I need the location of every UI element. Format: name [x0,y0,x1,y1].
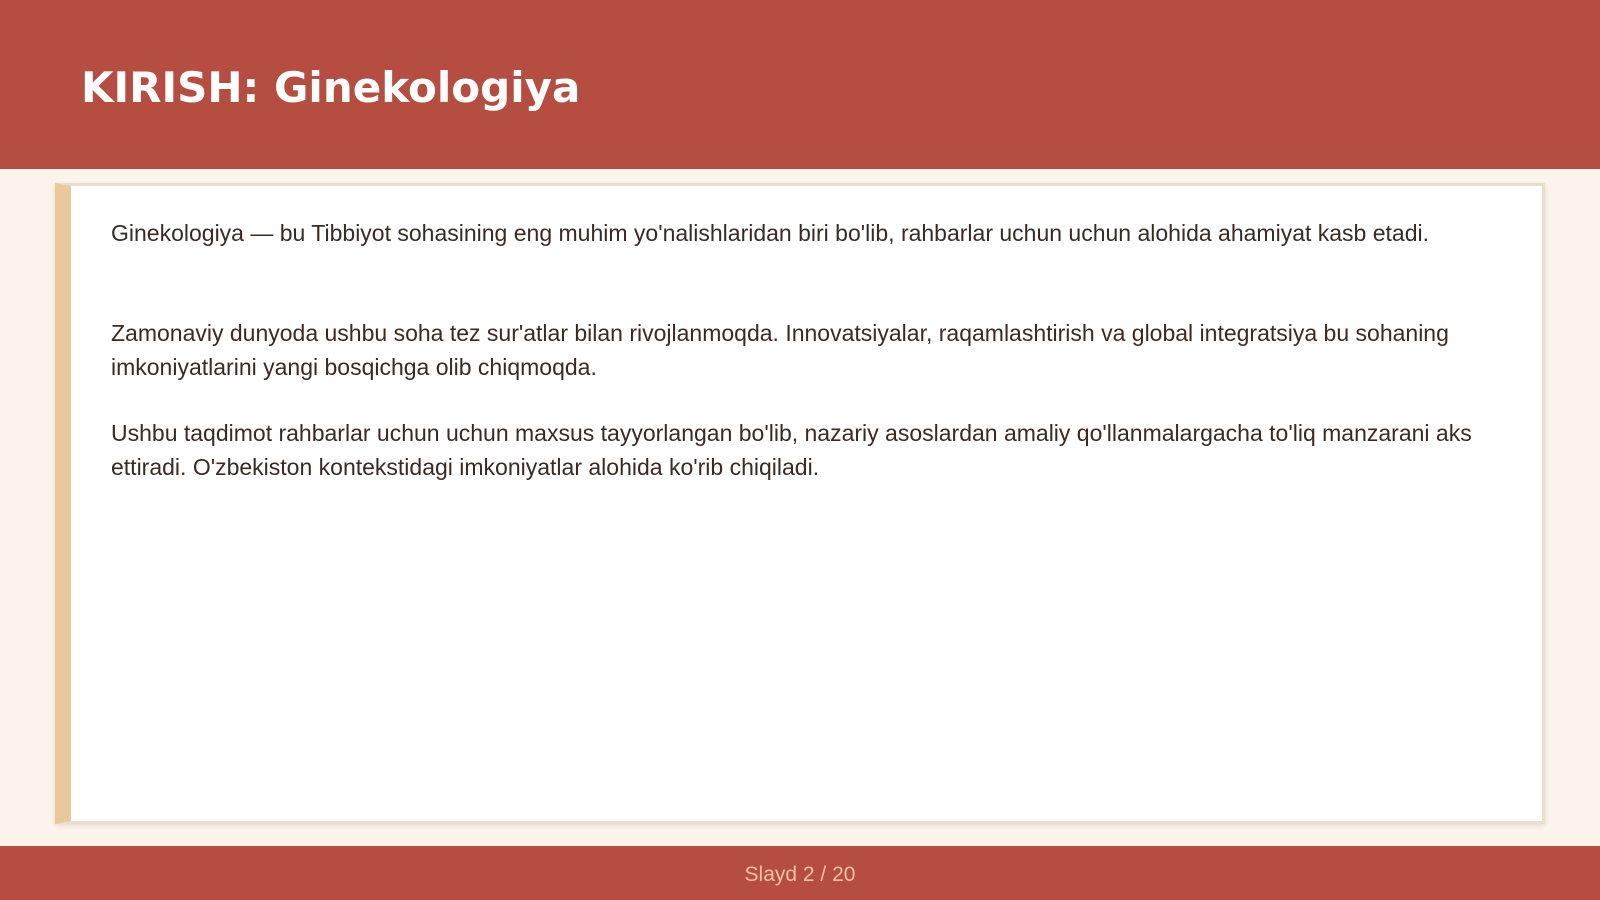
content-card [55,183,1545,824]
intro-paragraph-3: Ushbu taqdimot rahbarlar uchun uchun maxsus tayyorlangan bo'lib, nazariy asoslardan amaliy qo'llanmalargacha to'liq manzarani aks ettiradi. O'zbekiston kontekstidagi imkoniyatlar alohida ko'rib chiqiladi. [111,420,1472,480]
slide-header [0,0,1600,169]
slide-counter: Slayd 2 / 20 [744,863,856,886]
slide-title: KIRISH: Ginekologiya [81,63,581,112]
slide-footer [0,846,1600,900]
intro-paragraph-2: Zamonaviy dunyoda ushbu soha tez sur'atlar bilan rivojlanmoqda. Innovatsiyalar, raqamlashtirish va global integratsiya bu sohaning imkoniyatlarini yangi bosqichga olib chiqmoqda. [111,320,1449,380]
intro-paragraph-1: Ginekologiya — bu Tibbiyot sohasining eng muhim yo'nalishlaridan biri bo'lib, rahbarlar uchun uchun alohida ahamiyat kasb etadi. [111,220,1430,246]
